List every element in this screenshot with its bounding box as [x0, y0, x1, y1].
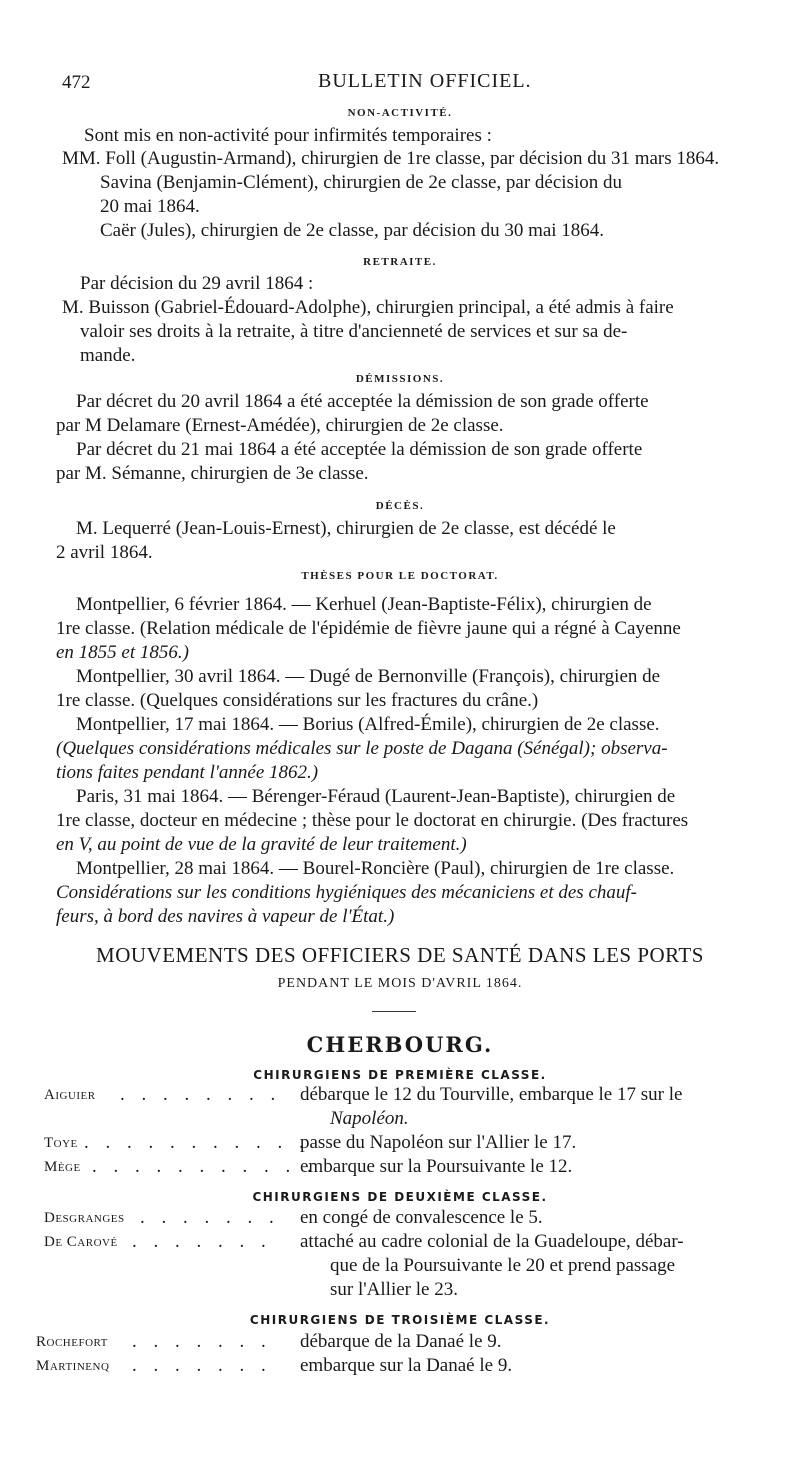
entry-text: en congé de convalescence le 5. — [300, 1207, 543, 1228]
these-line: (Quelques considérations médicales sur le poste de Dagana (Sénégal); observa- — [56, 738, 668, 759]
demissions-line: par M Delamare (Ernest-Amédée), chirurgien de 2e classe. — [56, 415, 504, 436]
class-heading-2: CHIRURGIENS DE DEUXIÈME CLASSE. — [252, 1190, 548, 1204]
these-line: feurs, à bord des navires à vapeur de l'État.) — [56, 906, 395, 927]
these-line: 1re classe. (Relation médicale de l'épidémie de fièvre jaune qui a régné à Cayenne — [56, 618, 681, 639]
these-line: Montpellier, 17 mai 1864. — Borius (Alfred-Émile), chirurgien de 2e classe. — [76, 714, 660, 735]
class-heading-3: CHIRURGIENS DE TROISIÈME CLASSE. — [249, 1313, 551, 1327]
deces-line: 2 avril 1864. — [56, 542, 153, 563]
section-heading-retraite: RETRAITE. — [363, 256, 437, 268]
these-line: en 1855 et 1856.) — [56, 642, 189, 663]
retraite-intro: Par décision du 29 avril 1864 : — [80, 273, 314, 294]
non-activite-line: MM. Foll (Augustin-Armand), chirurgien de 1re classe, par décision du 31 mars 1864. — [62, 148, 720, 169]
entry-text: sur l'Allier le 23. — [330, 1279, 458, 1300]
these-line: Considérations sur les conditions hygiéniques des mécaniciens et des chauf- — [56, 882, 637, 903]
port-heading: CHERBOURG. — [306, 1032, 494, 1057]
entry-text: débarque le 12 du Tourville, embarque le 17 sur le — [300, 1084, 683, 1105]
entry-text: embarque sur la Poursuivante le 12. — [300, 1156, 573, 1177]
section-heading-theses: THÈSES POUR LE DOCTORAT. — [301, 570, 499, 582]
divider-rule — [372, 1011, 416, 1012]
demissions-line: Par décret du 20 avril 1864 a été acceptée la démission de son grade offerte — [76, 391, 649, 412]
entry-text: passe du Napoléon sur l'Allier le 17. — [300, 1132, 577, 1153]
entry-name: Rochefort — [36, 1334, 108, 1350]
demissions-line: Par décret du 21 mai 1864 a été acceptée la démission de son grade offerte — [76, 439, 643, 460]
these-line: Montpellier, 28 mai 1864. — Bourel-Roncière (Paul), chirurgien de 1re classe. — [76, 858, 675, 879]
these-line: Montpellier, 30 avril 1864. — Dugé de Bernonville (François), chirurgien de — [76, 666, 661, 687]
section-heading-deces: DÉCÈS. — [375, 500, 425, 512]
non-activite-line: Savina (Benjamin-Clément), chirurgien de 2e classe, par décision du — [100, 172, 622, 193]
entry-name: Mège — [44, 1159, 81, 1175]
entry-text: que de la Poursuivante le 20 et prend passage — [330, 1255, 676, 1276]
leader-dots: . . . . . . . . . . . — [84, 1132, 310, 1153]
leader-dots: . . . . . . . — [132, 1231, 272, 1252]
section-heading-non-activite: NON-ACTIVITÉ. — [347, 107, 453, 119]
mouvements-title: MOUVEMENTS DES OFFICIERS DE SANTÉ DANS LES PORTS — [96, 943, 704, 967]
entry-text: embarque sur la Danaé le 9. — [300, 1355, 513, 1376]
these-line: 1re classe. (Quelques considérations sur les fractures du crâne.) — [56, 690, 539, 711]
non-activite-line: Caër (Jules), chirurgien de 2e classe, par décision du 30 mai 1864. — [100, 220, 605, 241]
entry-name: Desgranges — [44, 1210, 125, 1226]
mouvements-subtitle: PENDANT LE MOIS D'AVRIL 1864. — [277, 976, 523, 991]
leader-dots: . . . . . . . . — [120, 1084, 282, 1105]
deces-line: M. Lequerré (Jean-Louis-Ernest), chirurgien de 2e classe, est décédé le — [76, 518, 616, 539]
leader-dots: . . . . . . . — [140, 1207, 280, 1228]
these-line: Paris, 31 mai 1864. — Bérenger-Féraud (Laurent-Jean-Baptiste), chirurgien de — [76, 786, 676, 807]
entry-name: Toye — [44, 1135, 78, 1151]
retraite-line: M. Buisson (Gabriel-Édouard-Adolphe), chirurgien principal, a été admis à faire — [62, 297, 674, 318]
entry-text: débarque de la Danaé le 9. — [300, 1331, 502, 1352]
non-activite-intro: Sont mis en non-activité pour infirmités temporaires : — [84, 125, 492, 146]
these-line: Montpellier, 6 février 1864. — Kerhuel (Jean-Baptiste-Félix), chirurgien de — [76, 594, 652, 615]
demissions-line: par M. Sémanne, chirurgien de 3e classe. — [56, 463, 369, 484]
class-heading-1: CHIRURGIENS DE PREMIÈRE CLASSE. — [253, 1068, 547, 1082]
leader-dots: . . . . . . . — [132, 1331, 272, 1352]
entry-text: Napoléon. — [330, 1108, 409, 1129]
entry-name: De Carové — [44, 1234, 118, 1250]
these-line: en V, au point de vue de la gravité de leur traitement.) — [56, 834, 467, 855]
entry-name: Martinenq — [36, 1358, 110, 1374]
retraite-line: mande. — [80, 345, 136, 366]
section-heading-demissions: DÉMISSIONS. — [355, 373, 445, 385]
leader-dots: . . . . . . . . . . . — [92, 1156, 318, 1177]
entry-text: attaché au cadre colonial de la Guadeloupe, débar- — [300, 1231, 684, 1252]
page-number: 472 — [62, 72, 91, 93]
these-line: 1re classe, docteur en médecine ; thèse pour le doctorat en chirurgie. (Des fractures — [56, 810, 689, 831]
non-activite-line: 20 mai 1864. — [100, 196, 200, 217]
running-title: BULLETIN OFFICIEL. — [318, 70, 532, 92]
leader-dots: . . . . . . . — [132, 1355, 272, 1376]
these-line: tions faites pendant l'année 1862.) — [56, 762, 319, 783]
retraite-line: valoir ses droits à la retraite, à titre d'ancienneté de services et sur sa de- — [80, 321, 628, 342]
entry-name: Aiguier — [44, 1087, 96, 1103]
